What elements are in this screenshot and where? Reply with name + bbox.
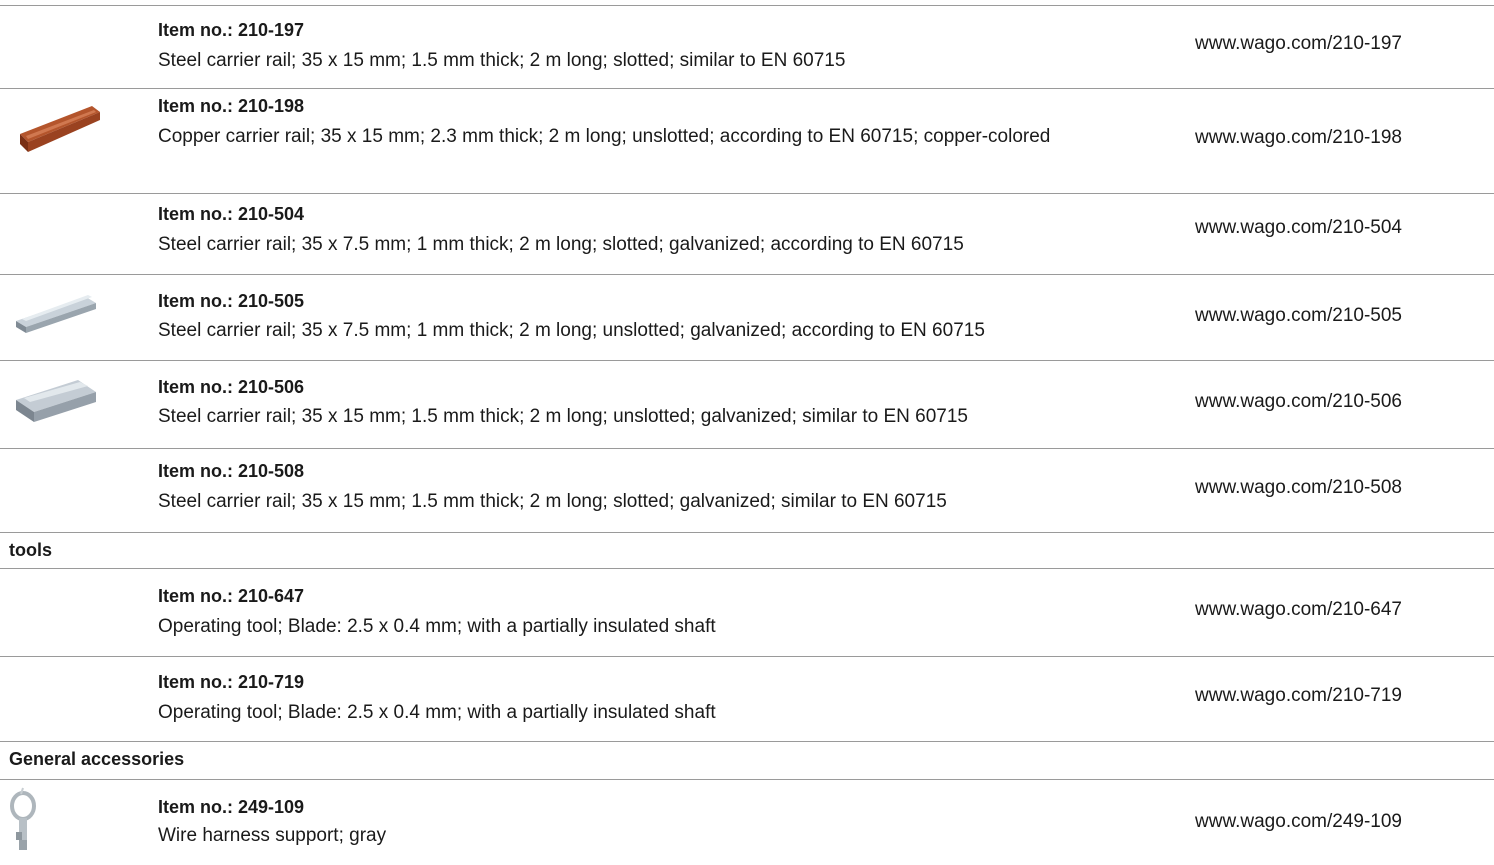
- item-description: Operating tool; Blade: 2.5 x 0.4 mm; with a partially insulated shaft: [158, 616, 716, 637]
- divider: [0, 741, 1494, 742]
- product-link[interactable]: www.wago.com/210-504: [1195, 217, 1402, 238]
- product-link[interactable]: www.wago.com/210-198: [1195, 127, 1402, 148]
- item-number: Item no.: 210-197: [158, 20, 305, 40]
- divider: [0, 193, 1494, 194]
- item-number: Item no.: 210-508: [158, 461, 305, 481]
- divider: [0, 532, 1494, 533]
- divider: [0, 88, 1494, 89]
- product-link[interactable]: www.wago.com/249-109: [1195, 811, 1402, 832]
- item-description: Steel carrier rail; 35 x 7.5 mm; 1 mm thick; 2 m long; unslotted; galvanized; according to EN 60715: [158, 320, 985, 341]
- item-number: Item no.: 210-198: [158, 96, 305, 116]
- divider: [0, 779, 1494, 780]
- item-description: Wire harness support; gray: [158, 825, 387, 846]
- item-description: Operating tool; Blade: 2.5 x 0.4 mm; with a partially insulated shaft: [158, 702, 716, 723]
- item-description: Steel carrier rail; 35 x 15 mm; 1.5 mm thick; 2 m long; slotted; similar to EN 60715: [158, 50, 846, 71]
- product-link[interactable]: www.wago.com/210-647: [1195, 599, 1402, 620]
- item-number: Item no.: 249-109: [158, 797, 305, 817]
- item-description: Steel carrier rail; 35 x 7.5 mm; 1 mm thick; 2 m long; slotted; galvanized; according to EN 60715: [158, 234, 964, 255]
- section-title-tools: tools: [9, 540, 52, 560]
- divider: [0, 568, 1494, 569]
- product-link[interactable]: www.wago.com/210-719: [1195, 685, 1402, 706]
- item-number: Item no.: 210-647: [158, 586, 305, 606]
- product-link[interactable]: www.wago.com/210-508: [1195, 477, 1402, 498]
- divider: [0, 274, 1494, 275]
- item-description: Steel carrier rail; 35 x 15 mm; 1.5 mm thick; 2 m long; slotted; galvanized; similar to EN 60715: [158, 491, 947, 512]
- wire-harness-support-image: [6, 786, 40, 852]
- product-link[interactable]: www.wago.com/210-506: [1195, 391, 1402, 412]
- item-number: Item no.: 210-506: [158, 377, 305, 397]
- steel-rail-image: [6, 283, 102, 343]
- item-number: Item no.: 210-504: [158, 204, 305, 224]
- item-description: Copper carrier rail; 35 x 15 mm; 2.3 mm thick; 2 m long; unslotted; according to EN 60715; copper-colored: [158, 126, 1051, 147]
- divider: [0, 5, 1494, 6]
- copper-rail-image: [6, 98, 102, 158]
- steel-rail-image: [6, 370, 102, 430]
- product-link[interactable]: www.wago.com/210-197: [1195, 33, 1402, 54]
- item-description: Steel carrier rail; 35 x 15 mm; 1.5 mm thick; 2 m long; unslotted; galvanized; similar to EN 60715: [158, 406, 968, 427]
- item-number: Item no.: 210-505: [158, 291, 305, 311]
- item-number: Item no.: 210-719: [158, 672, 305, 692]
- divider: [0, 360, 1494, 361]
- section-title-general-accessories: General accessories: [9, 749, 185, 769]
- divider: [0, 448, 1494, 449]
- divider: [0, 656, 1494, 657]
- product-link[interactable]: www.wago.com/210-505: [1195, 305, 1402, 326]
